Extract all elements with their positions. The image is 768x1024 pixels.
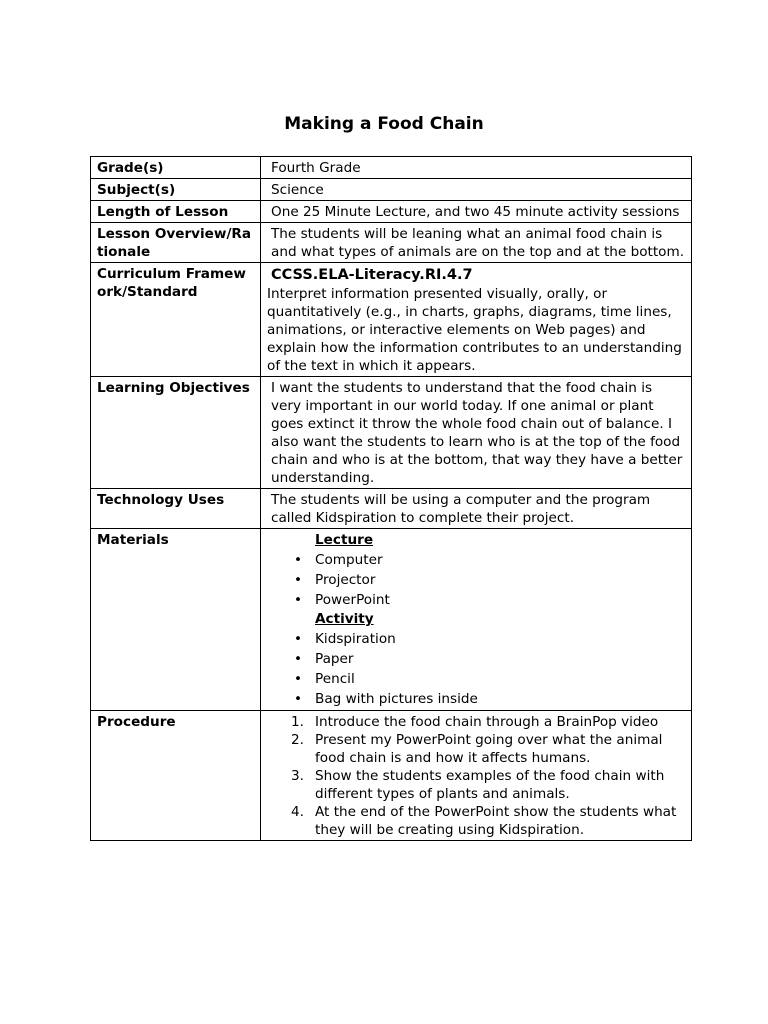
procedure-step <box>267 713 686 731</box>
materials-lecture-heading: Lecture <box>315 532 374 548</box>
list-item: • PowerPoint <box>267 590 686 610</box>
table-row-subject <box>91 179 692 201</box>
materials-lecture-list <box>267 550 686 610</box>
list-item: • Paper <box>267 649 686 669</box>
step-number: 4. <box>291 804 304 820</box>
table-row-curriculum <box>91 263 692 377</box>
table-row-procedure <box>91 711 692 841</box>
lesson-plan-table <box>90 156 692 841</box>
table-row-objectives <box>91 377 692 489</box>
row-value-objectives: I want the students to understand that the food chain is very important in our world today. If one animal or plant goes extinct it throw the whole food chain out of balance. I also want the students to learn who is at the top of the food chain and who is at the bottom, that way they have a better understanding. <box>271 380 683 486</box>
step-text: Present my PowerPoint going over what the animal food chain is and how it affects humans. <box>315 732 663 766</box>
procedure-steps <box>267 713 686 839</box>
step-number: 3. <box>291 768 304 784</box>
list-item: • Bag with pictures inside <box>267 689 686 709</box>
table-row-materials <box>91 529 692 711</box>
list-item: • Projector <box>267 570 686 590</box>
procedure-step <box>267 803 686 839</box>
table-row-technology <box>91 489 692 529</box>
step-number: 1. <box>291 714 304 730</box>
standard-code: CCSS.ELA-Literacy.RI.4.7 <box>271 267 473 283</box>
table-row-grade <box>91 157 692 179</box>
row-value-subject: Science <box>271 182 324 198</box>
list-item: • Pencil <box>267 669 686 689</box>
row-value-technology: The students will be using a computer and the program called Kidspiration to complete their project. <box>271 492 651 526</box>
document-title: Making a Food Chain <box>284 114 484 134</box>
row-value-curriculum: Interpret information presented visually, orally, or quantitatively (e.g., in charts, graphs, diagrams, time lines, animations, or interactive elements on Web pages) and explain how the information contributes to an understanding of the text in which it appears. <box>267 286 682 374</box>
materials-activity-heading: Activity <box>315 611 374 627</box>
row-label-overview: Lesson Overview/Rationale <box>91 223 261 263</box>
row-label-length: Length of Lesson <box>91 201 261 223</box>
row-value-grade: Fourth Grade <box>271 160 361 176</box>
row-label-technology: Technology Uses <box>91 489 261 529</box>
row-label-objectives: Learning Objectives <box>91 377 261 489</box>
row-label-materials: Materials <box>91 529 261 711</box>
step-number: 2. <box>291 732 304 748</box>
step-text: At the end of the PowerPoint show the students what they will be creating using Kidspiration. <box>315 804 677 838</box>
list-item: • Kidspiration <box>267 629 686 649</box>
table-row-length <box>91 201 692 223</box>
row-value-overview: The students will be leaning what an animal food chain is and what types of animals are on the top and at the bottom. <box>271 226 685 260</box>
list-item: • Computer <box>267 550 686 570</box>
row-label-curriculum: Curriculum Framework/Standard <box>91 263 261 377</box>
step-text: Show the students examples of the food chain with different types of plants and animals. <box>315 768 665 802</box>
row-label-subject: Subject(s) <box>91 179 261 201</box>
procedure-step <box>267 731 686 767</box>
row-value-length: One 25 Minute Lecture, and two 45 minute activity sessions <box>271 204 680 220</box>
table-row-overview <box>91 223 692 263</box>
step-text: Introduce the food chain through a BrainPop video <box>315 714 659 730</box>
materials-activity-list <box>267 629 686 709</box>
row-label-procedure: Procedure <box>91 711 261 841</box>
procedure-step <box>267 767 686 803</box>
row-label-grade: Grade(s) <box>91 157 261 179</box>
